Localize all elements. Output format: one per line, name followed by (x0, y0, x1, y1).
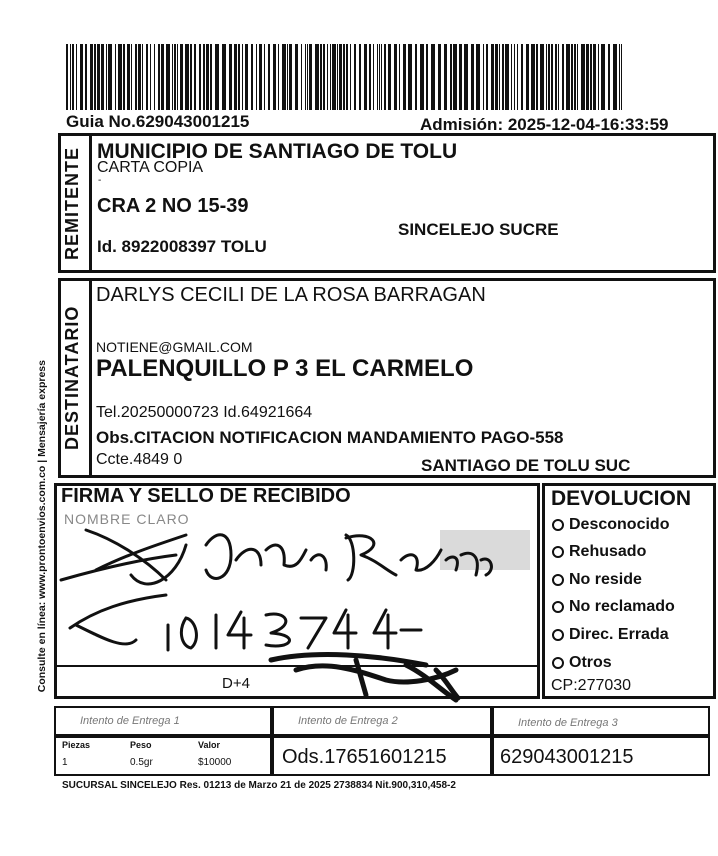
barcode-bar (94, 44, 96, 110)
barcode-bar (142, 44, 143, 110)
devolucion-option-otros: Otros (552, 654, 612, 672)
barcode-bar (115, 44, 116, 110)
barcode-bar (320, 44, 322, 110)
barcode-bar (210, 44, 212, 110)
devolucion-cp: CP:277030 (551, 677, 632, 694)
barcode-bar (305, 44, 306, 110)
barcode-bar (287, 44, 288, 110)
barcode-bar (562, 44, 564, 110)
radio-circle-icon (552, 519, 564, 531)
barcode-bar (127, 44, 130, 110)
barcode-bar (399, 44, 400, 110)
barcode-bar (420, 44, 424, 110)
barcode-bar (453, 44, 457, 110)
devolucion-option-desconocido: Desconocido (552, 516, 669, 534)
barcode-bar (203, 44, 205, 110)
barcode-bar (517, 44, 518, 110)
barcode-bar (190, 44, 192, 110)
barcode-bar (502, 44, 504, 110)
barcode-bar (459, 44, 462, 110)
barcode-bar (307, 44, 308, 110)
barcode-bar (131, 44, 132, 110)
barcode-bar (444, 44, 447, 110)
barcode-bar (264, 44, 265, 110)
barcode-bar (551, 44, 553, 110)
barcode-bar (359, 44, 361, 110)
barcode-bar (526, 44, 529, 110)
barcode-bar (70, 44, 71, 110)
barcode-bar (215, 44, 219, 110)
barcode-bar (555, 44, 557, 110)
barcode-bar (229, 44, 232, 110)
barcode-bar (206, 44, 209, 110)
admision-label: Admisión: 2025-12-04-16:33:59 (420, 115, 669, 134)
barcode-bar (289, 44, 292, 110)
barcode-bar (403, 44, 406, 110)
barcode-bar (511, 44, 512, 110)
barcode-bar (323, 44, 325, 110)
barcode-bar (135, 44, 137, 110)
barcode-bar (118, 44, 122, 110)
barcode-bar (450, 44, 452, 110)
barcode-bar (598, 44, 599, 110)
barcode-bar (85, 44, 87, 110)
barcode-bar (315, 44, 319, 110)
barcode-bar (180, 44, 183, 110)
barcode-bar (608, 44, 610, 110)
barcode-bar (80, 44, 83, 110)
d-plus-label: D+4 (222, 675, 250, 692)
barcode-bar (106, 44, 107, 110)
barcode-bar (278, 44, 279, 110)
barcode-bar (394, 44, 397, 110)
destinatario-address: PALENQUILLO P 3 EL CARMELO (96, 355, 474, 382)
ods-number: Ods.17651601215 (282, 746, 447, 768)
barcode-bar (438, 44, 441, 110)
barcode-bar (486, 44, 488, 110)
barcode-bar (521, 44, 523, 110)
radio-circle-icon (552, 601, 564, 613)
barcode-bar (273, 44, 276, 110)
peso-label: Peso (130, 740, 152, 750)
barcode-bar (194, 44, 196, 110)
devolucion-option-no-reclamado: No reclamado (552, 598, 675, 616)
side-note: Consulte en línea: www.prontoenvios.com.co | Mensajería express (36, 360, 48, 693)
barcode-bar (601, 44, 605, 110)
destinatario-city: SANTIAGO DE TOLU SUC (421, 456, 631, 475)
intento-1-label: Intento de Entrega 1 (80, 715, 180, 727)
barcode-bar (295, 44, 298, 110)
barcode-bar (174, 44, 176, 110)
radio-circle-icon (552, 546, 564, 558)
barcode-bar (346, 44, 348, 110)
valor-value: $10000 (198, 757, 232, 768)
destinatario-email: NOTIENE@GMAIL.COM (96, 339, 253, 355)
barcode-bar (150, 44, 151, 110)
barcode-bar (476, 44, 480, 110)
barcode-bar (590, 44, 592, 110)
barcode-bar (499, 44, 500, 110)
intento-2-label: Intento de Entrega 2 (298, 715, 398, 727)
barcode-bar (101, 44, 104, 110)
barcode-bar (282, 44, 286, 110)
barcode-bar (337, 44, 338, 110)
barcode-bar (301, 44, 302, 110)
barcode-bar (343, 44, 345, 110)
piezas-label: Piezas (62, 740, 91, 750)
barcode-bar (381, 44, 382, 110)
barcode-bar (339, 44, 342, 110)
barcode-bar (415, 44, 417, 110)
barcode-bar (332, 44, 336, 110)
barcode-bar (330, 44, 331, 110)
remitente-city: SINCELEJO SUCRE (398, 220, 559, 239)
barcode-bar (571, 44, 573, 110)
radio-circle-icon (552, 657, 564, 669)
barcode-bar (586, 44, 589, 110)
radio-circle-icon (552, 629, 564, 641)
barcode-bar (259, 44, 262, 110)
barcode-bar (90, 44, 93, 110)
destinatario-divider (89, 281, 92, 475)
nombre-claro-label: NOMBRE CLARO (64, 511, 190, 527)
barcode-bar (76, 44, 77, 110)
barcode-bar (483, 44, 484, 110)
barcode-bar (66, 44, 68, 110)
barcode-bar (613, 44, 617, 110)
remitente-label: REMITENTE (62, 146, 82, 260)
barcode-bar (548, 44, 550, 110)
barcode-bar (177, 44, 178, 110)
barcode-bar (621, 44, 622, 110)
barcode-bar (566, 44, 570, 110)
barcode-bar (138, 44, 141, 110)
barcode-bar (234, 44, 237, 110)
barcode-bar (154, 44, 155, 110)
firma-title: FIRMA Y SELLO DE RECIBIDO (61, 485, 351, 507)
remitente-divider (89, 136, 92, 270)
intento-3-label: Intento de Entrega 3 (518, 717, 618, 729)
barcode-bar (364, 44, 367, 110)
barcode-bar (72, 44, 74, 110)
barcode-bar (369, 44, 371, 110)
barcode-bar (161, 44, 164, 110)
destinatario-ccte: Ccte.4849 0 (96, 451, 183, 468)
barcode-bar (464, 44, 468, 110)
barcode-bar (222, 44, 226, 110)
barcode-bar (268, 44, 270, 110)
barcode-bar (574, 44, 576, 110)
valor-label: Valor (198, 740, 221, 750)
peso-value: 0.5gr (130, 757, 153, 768)
barcode-bar (619, 44, 620, 110)
handwritten-signature (56, 500, 536, 705)
barcode-bar (431, 44, 435, 110)
barcode-bar (408, 44, 412, 110)
barcode-bar (123, 44, 125, 110)
barcode-bar (558, 44, 559, 110)
devolucion-option-rehusado: Rehusado (552, 543, 646, 561)
barcode-bar (384, 44, 386, 110)
barcode-bar (146, 44, 148, 110)
remitente-dash: - (98, 175, 102, 186)
barcode (66, 44, 622, 110)
barcode-bar (577, 44, 578, 110)
barcode-bar (505, 44, 509, 110)
piezas-value: 1 (62, 757, 68, 768)
devolucion-option-direc-errada: Direc. Errada (552, 626, 669, 644)
barcode-bar (581, 44, 585, 110)
guia-number-label: Guia No.629043001215 (66, 112, 250, 131)
barcode-bar (309, 44, 312, 110)
radio-circle-icon (552, 574, 564, 586)
remitente-address: CRA 2 NO 15-39 (97, 195, 249, 217)
devolucion-option-no-reside: No reside (552, 571, 642, 589)
barcode-bar (97, 44, 100, 110)
barcode-bar (373, 44, 374, 110)
destinatario-name: DARLYS CECILI DE LA ROSA BARRAGAN (96, 284, 486, 306)
destinatario-tel: Tel.20250000723 Id.64921664 (96, 404, 313, 421)
barcode-bar (426, 44, 428, 110)
devolucion-title: DEVOLUCION (551, 487, 692, 510)
barcode-bar (491, 44, 494, 110)
barcode-bar (379, 44, 380, 110)
barcode-bar (158, 44, 160, 110)
barcode-bar (108, 44, 112, 110)
guia-number-large: 629043001215 (500, 746, 634, 768)
remitente-id: Id. 8922008397 TOLU (97, 237, 267, 256)
barcode-bar (242, 44, 243, 110)
barcode-bar (471, 44, 474, 110)
barcode-bar (546, 44, 547, 110)
barcode-bar (327, 44, 328, 110)
barcode-bar (172, 44, 173, 110)
barcode-bar (199, 44, 201, 110)
barcode-bar (593, 44, 596, 110)
remitente-subtitle: CARTA COPIA (97, 159, 204, 176)
barcode-bar (531, 44, 535, 110)
barcode-bar (245, 44, 248, 110)
barcode-bar (495, 44, 498, 110)
barcode-bar (350, 44, 351, 110)
destinatario-label: DESTINATARIO (62, 305, 82, 451)
barcode-bar (256, 44, 257, 110)
barcode-bar (166, 44, 170, 110)
barcode-bar (536, 44, 538, 110)
destinatario-obs: Obs.CITACION NOTIFICACION MANDAMIENTO PAGO-558 (96, 428, 564, 447)
barcode-bar (540, 44, 544, 110)
footer-text: SUCURSAL SINCELEJO Res. 01213 de Marzo 21 de 2025 2738834 Nit.900,310,458-2 (62, 780, 456, 791)
barcode-bar (514, 44, 515, 110)
barcode-bar (238, 44, 240, 110)
barcode-bar (377, 44, 378, 110)
remitente-name: MUNICIPIO DE SANTIAGO DE TOLU (97, 140, 458, 163)
barcode-bar (354, 44, 356, 110)
barcode-bar (251, 44, 253, 110)
barcode-bar (388, 44, 391, 110)
barcode-bar (185, 44, 189, 110)
